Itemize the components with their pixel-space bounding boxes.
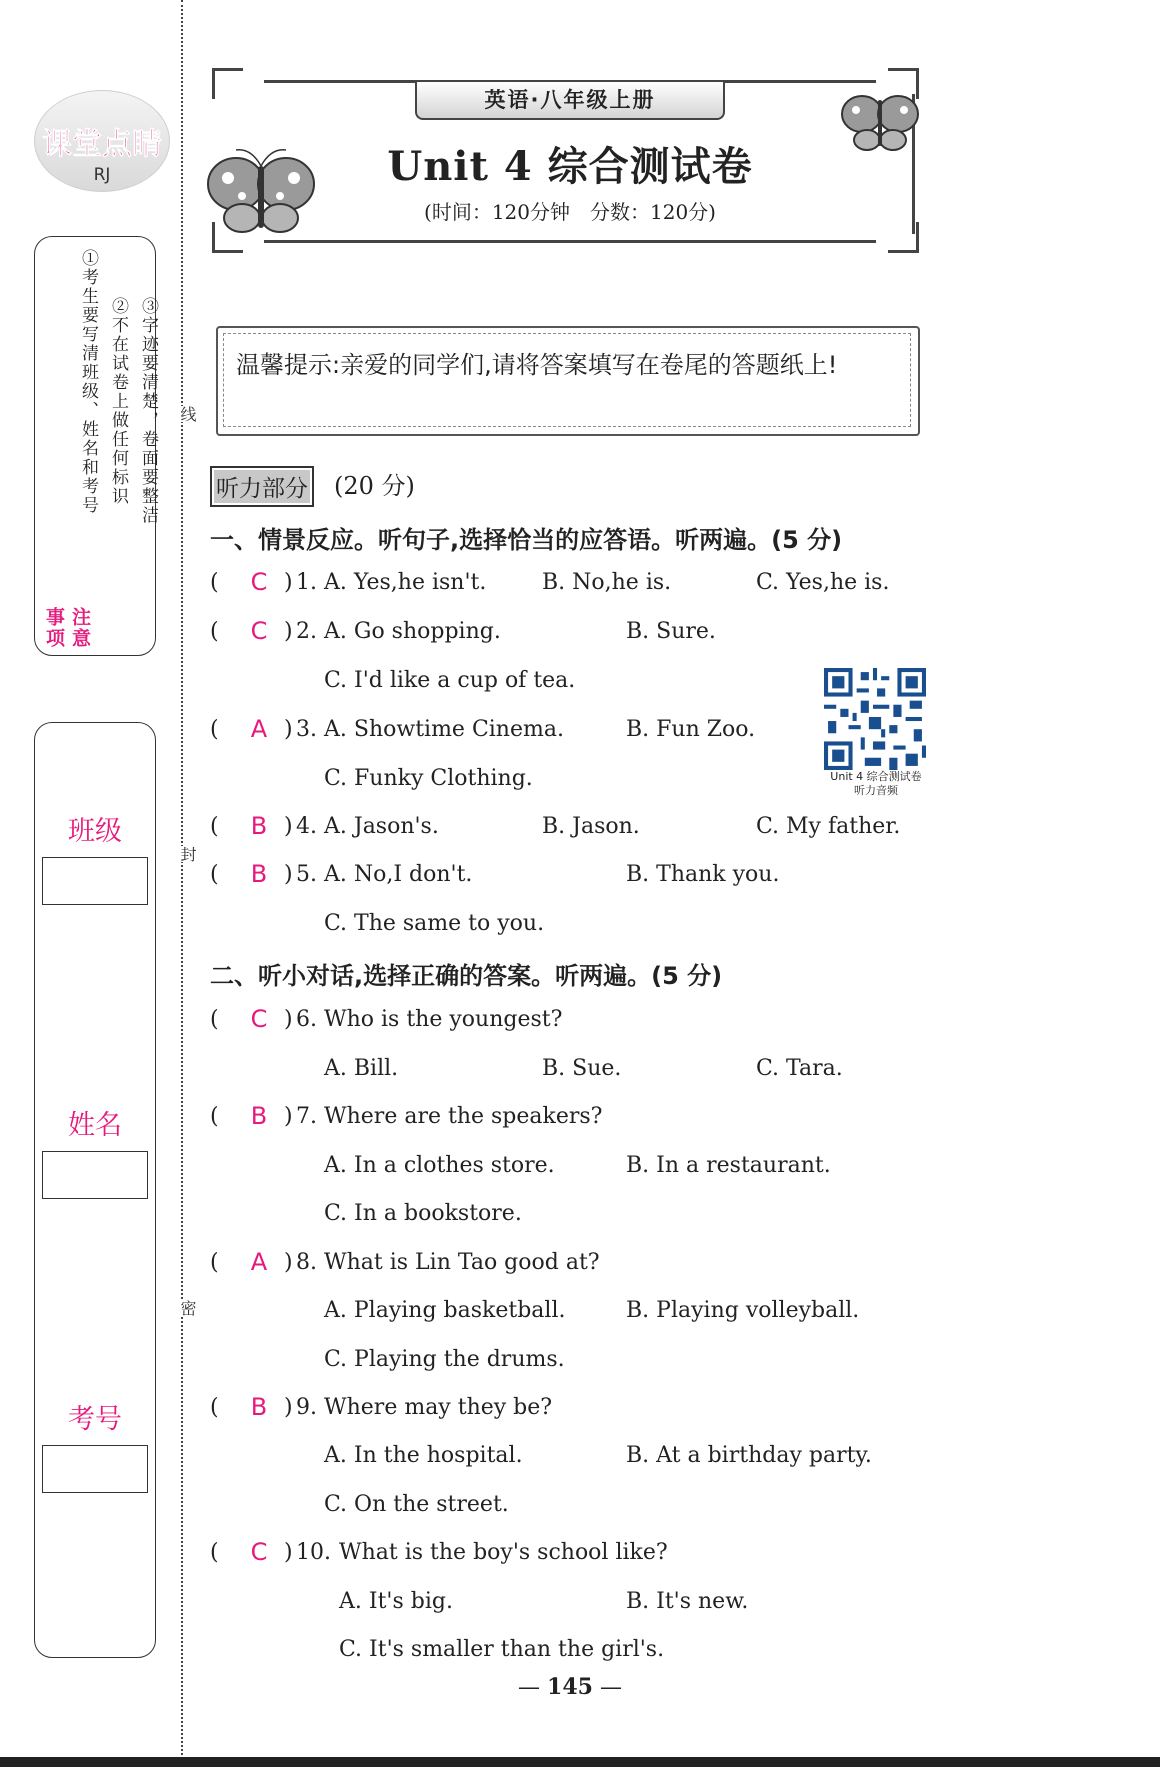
cut-mark-secret: 密 (178, 1300, 197, 1316)
name-label: 姓名 (68, 1110, 122, 1141)
option-b: B. Playing volleyball. (626, 1298, 860, 1323)
paren-close: ) (284, 1540, 293, 1565)
option-c: C. Playing the drums. (324, 1347, 565, 1372)
option-a: A. Bill. (324, 1056, 399, 1081)
paren-close: ) (284, 1395, 293, 1420)
paren-close: ) (284, 570, 293, 595)
question-number: 1. (296, 570, 317, 595)
paren-open: ( (210, 1250, 219, 1275)
paren-open: ( (210, 1395, 219, 1420)
option-c: C. Funky Clothing. (324, 766, 533, 791)
option-a: A. Playing basketball. (324, 1298, 566, 1323)
option-a: A. Yes,he isn't. (324, 570, 487, 595)
question-number: 10. (296, 1540, 331, 1565)
option-c: C. It's smaller than the girl's. (339, 1637, 665, 1662)
answer-mark: C (250, 1538, 268, 1566)
option-c: C. On the street. (324, 1492, 509, 1517)
name-field[interactable] (42, 1151, 148, 1199)
option-c: C. The same to you. (324, 911, 545, 936)
question-5 (210, 862, 930, 896)
question-number: 6. (296, 1007, 317, 1032)
badge-title: 课堂点睛 (42, 127, 162, 162)
answer-mark: C (250, 1005, 268, 1033)
paren-close: ) (284, 619, 293, 644)
page-title: Unit 4 综合测试卷 (387, 143, 753, 190)
paren-open: ( (210, 1540, 219, 1565)
question-1 (210, 570, 930, 604)
question-2 (210, 619, 930, 653)
frame-corner-icon (888, 222, 919, 253)
option-a: A. In the hospital. (324, 1443, 523, 1468)
notice-heading: 注意事项 (43, 607, 91, 649)
question-7-options (324, 1153, 924, 1187)
paren-close: ) (284, 1007, 293, 1032)
exam-number-label: 考号 (68, 1404, 122, 1435)
notice-line-1: ①考生要写清班级、姓名和考号 (78, 249, 98, 515)
option-a: A. Go shopping. (324, 619, 501, 644)
binding-dotted-line (181, 0, 183, 1767)
question-8-options (324, 1298, 924, 1332)
qr-code-icon[interactable] (824, 668, 926, 770)
part-1-heading: 一、情景反应。听句子,选择恰当的应答语。听两遍。(5 分) (210, 526, 843, 554)
option-c: C. My father. (756, 814, 901, 839)
qr-caption-line-1: Unit 4 综合测试卷 (830, 770, 922, 783)
exam-number-field[interactable] (42, 1445, 148, 1493)
paren-open: ( (210, 570, 219, 595)
subject-tab: 英语·八年级上册 (415, 82, 725, 120)
answer-mark: C (250, 617, 268, 645)
qr-caption-line-2: 听力音频 (854, 784, 898, 797)
question-6-options (324, 1056, 924, 1090)
question-6 (210, 1007, 930, 1041)
cut-mark-seal: 封 (178, 846, 197, 862)
answer-mark: B (250, 812, 268, 840)
qr-caption (804, 770, 948, 798)
paren-open: ( (210, 814, 219, 839)
tip-text: 温馨提示:亲爱的同学们,请将答案填写在卷尾的答题纸上! (236, 351, 838, 379)
answer-mark: B (250, 1102, 268, 1130)
class-field[interactable] (42, 857, 148, 905)
option-c: C. In a bookstore. (324, 1201, 522, 1226)
butterfly-icon (206, 146, 316, 236)
cut-mark-line: 线 (178, 406, 197, 422)
option-b: B. Sue. (542, 1056, 622, 1081)
option-b: B. Jason. (542, 814, 640, 839)
option-a: A. In a clothes store. (324, 1153, 555, 1178)
paren-close: ) (284, 814, 293, 839)
page-number-value: 145 (547, 1674, 593, 1700)
question-9-options (324, 1443, 924, 1477)
question-stem: Where are the speakers? (324, 1104, 603, 1129)
question-number: 4. (296, 814, 317, 839)
frame-corner-icon (212, 68, 243, 99)
question-stem: Where may they be? (324, 1395, 553, 1420)
option-a: A. No,I don't. (324, 862, 473, 887)
question-4 (210, 814, 930, 848)
paren-close: ) (284, 1104, 293, 1129)
question-number: 3. (296, 717, 317, 742)
option-c: C. Yes,he is. (756, 570, 890, 595)
notice-box (34, 236, 156, 656)
paren-close: ) (284, 717, 293, 742)
option-a: A. Jason's. (324, 814, 439, 839)
question-stem: Who is the youngest? (324, 1007, 563, 1032)
question-8 (210, 1250, 930, 1284)
question-9 (210, 1395, 930, 1429)
option-a: A. Showtime Cinema. (324, 717, 564, 742)
brand-badge (34, 90, 170, 192)
butterfly-icon (840, 86, 920, 156)
question-10-options (339, 1589, 939, 1623)
class-label: 班级 (68, 816, 122, 847)
answer-mark: C (250, 568, 268, 596)
paren-close: ) (284, 1250, 293, 1275)
option-b: B. No,he is. (542, 570, 672, 595)
badge-code: RJ (93, 165, 111, 185)
page-number: — 145 — (518, 1674, 622, 1700)
paren-open: ( (210, 619, 219, 644)
paren-open: ( (210, 1104, 219, 1129)
student-info-box (34, 722, 156, 1658)
notice-line-3: ③字迹要清楚，卷面要整洁 (138, 297, 158, 525)
answer-mark: B (250, 1393, 268, 1421)
section-score: (20 分) (334, 472, 415, 500)
option-c: C. Tara. (756, 1056, 843, 1081)
question-stem: What is Lin Tao good at? (324, 1250, 600, 1275)
option-c: C. I'd like a cup of tea. (324, 668, 576, 693)
exam-time-score: (时间：120分钟 分数：120分) (424, 200, 716, 224)
option-b: B. Sure. (626, 619, 716, 644)
answer-mark: A (250, 1248, 268, 1276)
option-b: B. In a restaurant. (626, 1153, 831, 1178)
question-number: 7. (296, 1104, 317, 1129)
question-number: 2. (296, 619, 317, 644)
section-label: 听力部分 (210, 466, 314, 507)
option-b: B. At a birthday party. (626, 1443, 872, 1468)
question-number: 8. (296, 1250, 317, 1275)
option-b: B. It's new. (626, 1589, 749, 1614)
paren-close: ) (284, 862, 293, 887)
paren-open: ( (210, 862, 219, 887)
answer-mark: B (250, 860, 268, 888)
question-number: 9. (296, 1395, 317, 1420)
paren-open: ( (210, 1007, 219, 1032)
option-a: A. It's big. (339, 1589, 453, 1614)
question-number: 5. (296, 862, 317, 887)
question-3 (210, 717, 810, 751)
question-7 (210, 1104, 930, 1138)
frame-bottom-border (264, 240, 876, 243)
question-stem: What is the boy's school like? (339, 1540, 668, 1565)
bottom-edge-bar (0, 1757, 1160, 1767)
answer-mark: A (250, 715, 268, 743)
paren-open: ( (210, 717, 219, 742)
tip-box (216, 326, 920, 436)
option-b: B. Fun Zoo. (626, 717, 756, 742)
notice-line-2: ②不在试卷上做任何标识 (108, 297, 128, 506)
option-b: B. Thank you. (626, 862, 780, 887)
part-2-heading: 二、听小对话,选择正确的答案。听两遍。(5 分) (210, 962, 723, 990)
question-10 (210, 1540, 930, 1574)
